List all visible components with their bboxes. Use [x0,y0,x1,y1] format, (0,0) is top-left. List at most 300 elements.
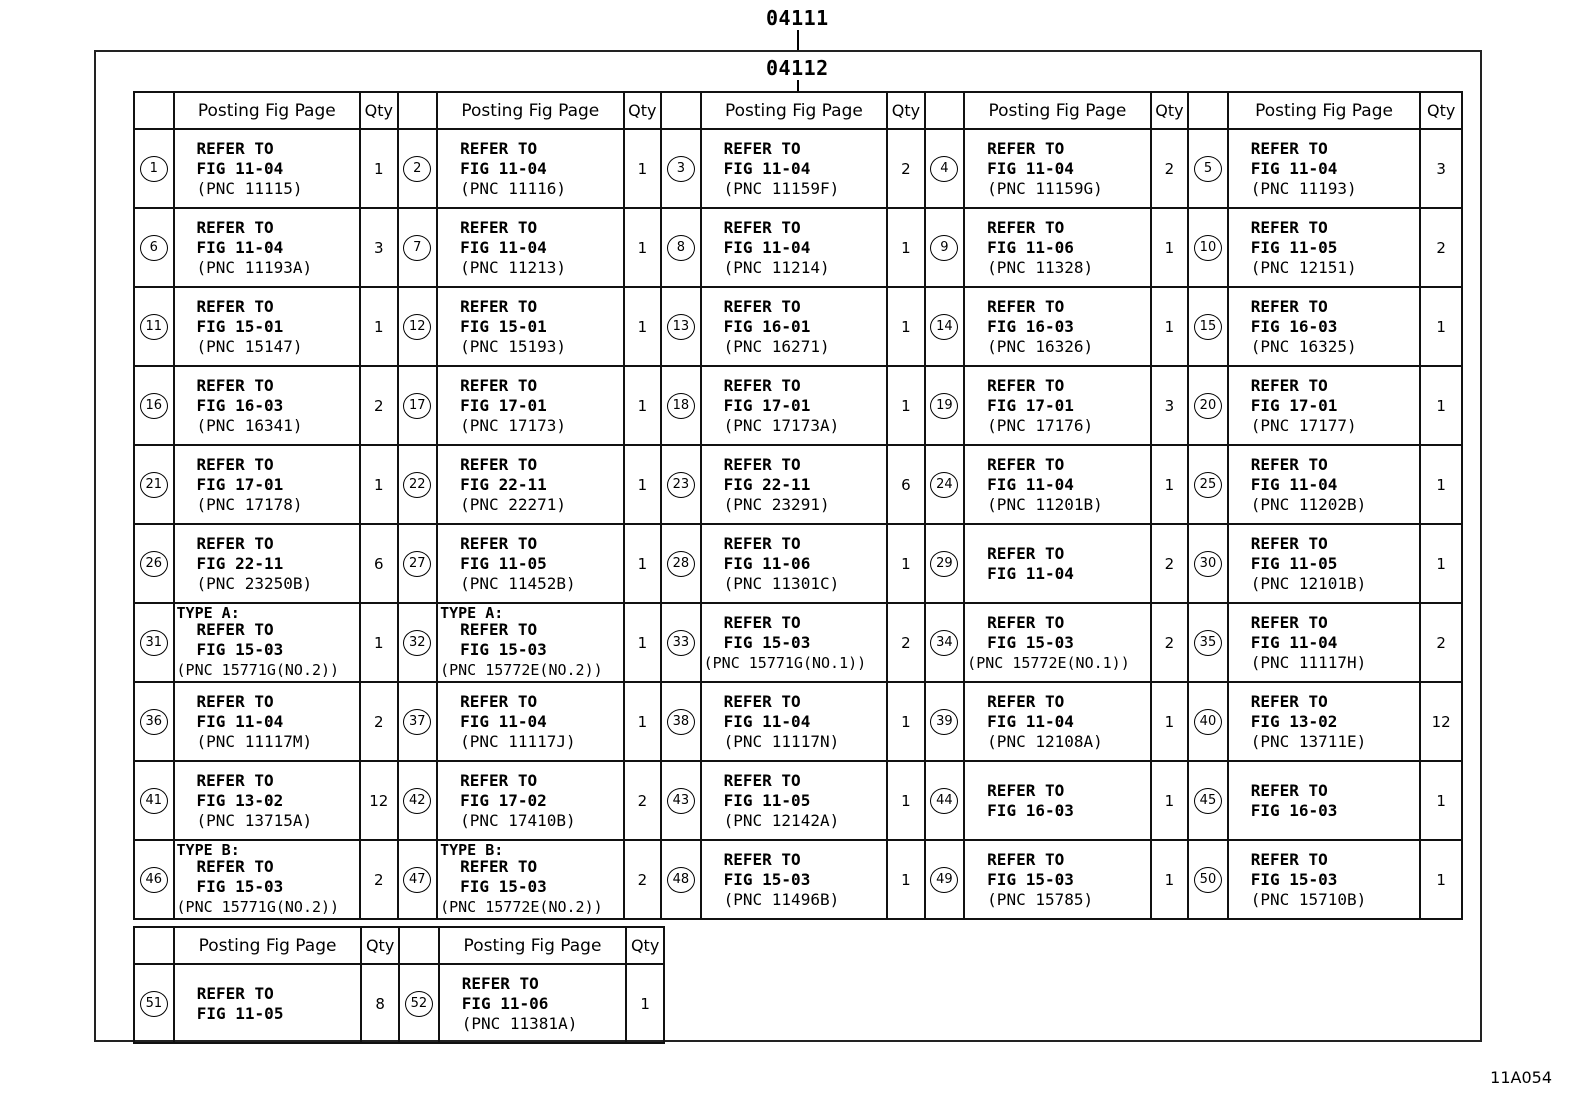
qty-cell: 3 [360,208,398,287]
qty-cell: 2 [360,366,398,445]
fig-reference: FIG 11-04 [460,237,547,257]
posting-fig-cell [701,366,888,445]
refer-to-text: REFER TO [723,375,801,395]
item-number-cell [661,761,701,840]
refer-to-text: REFER TO [196,691,274,711]
table-row [134,208,1462,287]
table-row [134,840,1462,919]
item-number-cell [398,208,438,287]
posting-fig-cell [439,964,627,1043]
item-number-cell [399,964,439,1043]
posting-fig-cell [174,445,361,524]
item-number: 44 [930,788,958,814]
item-number-cell [398,129,438,208]
item-number-cell [661,445,701,524]
posting-fig-cell [174,964,362,1043]
item-number-cell [134,603,174,682]
item-number: 51 [140,991,168,1017]
qty-cell: 1 [1151,840,1189,919]
posting-fig-cell [1228,761,1421,840]
posting-fig-cell [701,445,888,524]
item-number: 35 [1194,630,1222,656]
fig-reference: FIG 11-05 [1250,553,1338,573]
fig-reference: FIG 11-04 [196,711,284,731]
posting-fig-cell [1228,682,1421,761]
qty-cell: 2 [1151,129,1189,208]
item-number: 39 [930,709,958,735]
pnc-reference: (PNC 15772E(NO.1)) [967,653,1130,672]
refer-to-text: REFER TO [723,138,801,158]
leader-line-top [797,30,799,50]
refer-to-text: REFER TO [460,296,538,316]
qty-cell: 12 [360,761,398,840]
pnc-reference: (PNC 15193) [460,336,567,356]
posting-fig-cell [701,840,888,919]
item-number-cell [925,208,965,287]
refer-to-text: REFER TO [196,770,274,790]
item-number-cell [661,603,701,682]
refer-to-text: REFER TO [987,375,1065,395]
posting-fig-cell [437,287,624,366]
posting-fig-cell [1228,287,1421,366]
qty-cell: 1 [360,603,398,682]
pnc-reference: (PNC 15772E(NO.2)) [440,897,603,916]
item-number: 40 [1194,709,1222,735]
fig-reference: FIG 11-04 [460,711,547,731]
posting-fig-cell [437,129,624,208]
qty-cell: 1 [887,524,925,603]
refer-to-text: REFER TO [460,217,538,237]
fig-reference: FIG 11-06 [723,553,811,573]
posting-fig-cell [1228,366,1421,445]
table-row [134,761,1462,840]
table-row [134,524,1462,603]
qty-cell: 1 [360,129,398,208]
qty-cell: 1 [887,761,925,840]
fig-reference: FIG 16-01 [723,316,811,336]
posting-fig-cell [701,761,888,840]
posting-fig-cell [437,445,624,524]
refer-to-text: REFER TO [460,138,538,158]
qty-cell: 1 [1151,682,1189,761]
refer-to-text: REFER TO [987,138,1065,158]
header-posting-fig-page: Posting Fig Page [701,92,888,129]
refer-to-text: REFER TO [196,217,274,237]
pnc-reference: (PNC 13715A) [196,810,313,830]
item-number: 17 [403,393,431,419]
item-number-cell [925,603,965,682]
refer-to-text: REFER TO [461,973,539,993]
posting-fig-cell [964,129,1151,208]
posting-fig-cell [964,682,1151,761]
item-number-cell [134,761,174,840]
fig-reference: FIG 22-11 [723,474,811,494]
table-row [134,682,1462,761]
fig-reference: FIG 15-01 [196,316,284,336]
item-number-cell [661,682,701,761]
refer-to-text: REFER TO [196,454,274,474]
item-number-cell [134,524,174,603]
item-number-cell [925,445,965,524]
refer-to-text: REFER TO [460,770,538,790]
item-number-cell [925,129,965,208]
pnc-reference: (PNC 11193A) [196,257,313,277]
refer-to-text: REFER TO [987,612,1065,632]
header-posting-fig-page: Posting Fig Page [964,92,1151,129]
pnc-reference: (PNC 11214) [723,257,830,277]
pnc-reference: (PNC 17173A) [723,415,840,435]
fig-reference: FIG 11-04 [460,158,547,178]
qty-cell: 12 [1420,682,1462,761]
header-blank-cell [661,92,701,129]
fig-reference: FIG 13-02 [196,790,284,810]
header-blank-cell [399,927,439,964]
posting-fig-cell [437,603,624,682]
refer-to-text: REFER TO [460,533,538,553]
qty-cell: 2 [887,129,925,208]
refer-to-text: REFER TO [196,983,274,1003]
posting-fig-cell [964,761,1151,840]
header-posting-fig-page: Posting Fig Page [174,927,362,964]
posting-fig-cell [174,524,361,603]
qty-cell: 1 [360,287,398,366]
qty-cell: 8 [361,964,399,1043]
pnc-reference: (PNC 15772E(NO.2)) [440,660,603,679]
qty-cell: 1 [624,445,662,524]
pnc-reference: (PNC 11301C) [723,573,840,593]
fig-reference: FIG 17-01 [1250,395,1338,415]
item-number-cell [398,761,438,840]
posting-fig-cell [174,682,361,761]
fig-reference: FIG 15-03 [460,639,547,659]
refer-to-text: REFER TO [1250,691,1328,711]
fig-reference: FIG 16-03 [196,395,284,415]
fig-reference: FIG 11-04 [987,474,1074,494]
qty-cell: 1 [1420,840,1462,919]
refer-to-text: REFER TO [460,619,538,639]
qty-cell: 6 [887,445,925,524]
posting-fig-cell [1228,524,1421,603]
refer-to-text: REFER TO [460,691,538,711]
fig-reference: FIG 11-04 [987,711,1074,731]
header-qty: Qty [360,92,398,129]
refer-to-text: REFER TO [723,296,801,316]
qty-cell: 1 [1420,445,1462,524]
type-label: TYPE A: [176,603,240,622]
pnc-reference: (PNC 11115) [196,178,303,198]
fig-reference: FIG 15-03 [196,639,284,659]
refer-to-text: REFER TO [723,849,801,869]
posting-fig-cell [1228,840,1421,919]
qty-cell: 3 [1151,366,1189,445]
item-number-cell [1188,524,1228,603]
pnc-reference: (PNC 11116) [460,178,567,198]
fig-reference: FIG 15-03 [987,869,1074,889]
posting-fig-cell [174,287,361,366]
item-number-cell [398,366,438,445]
qty-cell: 1 [1420,287,1462,366]
header-row [134,92,1462,129]
fig-reference: FIG 11-04 [723,711,811,731]
refer-to-text: REFER TO [723,217,801,237]
qty-cell: 1 [1420,524,1462,603]
header-posting-fig-page: Posting Fig Page [1228,92,1421,129]
fig-reference: FIG 15-03 [1250,869,1338,889]
qty-cell: 2 [360,840,398,919]
qty-cell: 1 [360,445,398,524]
fig-reference: FIG 11-04 [1250,474,1338,494]
item-number-cell [1188,840,1228,919]
pnc-reference: (PNC 16271) [723,336,830,356]
pnc-reference: (PNC 17173) [460,415,567,435]
pnc-reference: (PNC 11328) [987,257,1094,277]
header-qty: Qty [1420,92,1462,129]
refer-to-text: REFER TO [1250,296,1328,316]
qty-cell: 1 [1420,761,1462,840]
qty-cell: 1 [887,287,925,366]
item-number: 4 [930,156,958,182]
item-number: 16 [140,393,168,419]
item-number: 1 [140,156,168,182]
posting-fig-cell [437,524,624,603]
item-number: 50 [1194,867,1222,893]
item-number: 7 [403,235,431,261]
table-row [134,445,1462,524]
qty-cell: 1 [624,208,662,287]
item-number: 27 [403,551,431,577]
posting-fig-cell [437,840,624,919]
item-number-cell [398,287,438,366]
refer-to-text: REFER TO [987,691,1065,711]
qty-cell: 1 [1151,287,1189,366]
posting-fig-cell [174,366,361,445]
pnc-reference: (PNC 15771G(NO.2)) [176,897,340,916]
item-number-cell [661,287,701,366]
item-number: 36 [140,709,168,735]
posting-fig-cell [1228,208,1421,287]
refer-to-text: REFER TO [987,543,1065,563]
pnc-reference: (PNC 11202B) [1250,494,1367,514]
refer-to-text: REFER TO [1250,533,1328,553]
item-number: 31 [140,630,168,656]
posting-fig-cell [701,682,888,761]
pnc-reference: (PNC 17410B) [460,810,576,830]
refer-to-text: REFER TO [1250,375,1328,395]
pnc-reference: (PNC 17177) [1250,415,1357,435]
fig-reference: FIG 15-03 [723,869,811,889]
pnc-reference: (PNC 11452B) [460,573,576,593]
refer-to-text: REFER TO [1250,849,1328,869]
fig-reference: FIG 15-03 [987,632,1074,652]
posting-fig-cell [437,208,624,287]
header-posting-fig-page: Posting Fig Page [174,92,361,129]
item-number: 19 [930,393,958,419]
item-number: 9 [930,235,958,261]
posting-fig-cell [701,287,888,366]
item-number-cell [661,366,701,445]
qty-cell: 1 [626,964,664,1043]
qty-cell: 3 [1420,129,1462,208]
item-number-cell [1188,129,1228,208]
pnc-reference: (PNC 17176) [987,415,1094,435]
item-number: 2 [403,156,431,182]
fig-reference: FIG 16-03 [1250,800,1338,820]
refer-to-text: REFER TO [1250,454,1328,474]
item-number: 22 [403,472,431,498]
item-number: 29 [930,551,958,577]
pnc-reference: (PNC 17178) [196,494,303,514]
item-number: 18 [667,393,695,419]
fig-reference: FIG 17-01 [987,395,1074,415]
item-number-cell [134,208,174,287]
item-number-cell [1188,761,1228,840]
posting-fig-cell [701,603,888,682]
refer-to-text: REFER TO [196,296,274,316]
parts-table [133,91,1463,920]
qty-cell: 1 [887,366,925,445]
posting-fig-cell [964,840,1151,919]
fig-reference: FIG 11-04 [723,237,811,257]
pnc-reference: (PNC 11193) [1250,178,1357,198]
posting-fig-cell [701,524,888,603]
item-number: 37 [403,709,431,735]
item-number-cell [925,524,965,603]
item-number-cell [398,840,438,919]
refer-to-text: REFER TO [460,375,538,395]
item-number: 10 [1194,235,1222,261]
refer-to-text: REFER TO [196,375,274,395]
pnc-reference: (PNC 15785) [987,889,1094,909]
item-number: 12 [403,314,431,340]
item-number: 14 [930,314,958,340]
posting-fig-cell [1228,603,1421,682]
fig-reference: FIG 11-04 [196,237,284,257]
fig-reference: FIG 15-01 [460,316,547,336]
fig-reference: FIG 11-05 [460,553,547,573]
header-qty: Qty [887,92,925,129]
pnc-reference: (PNC 15771G(NO.2)) [176,660,340,679]
header-row [134,927,664,964]
refer-to-text: REFER TO [460,856,538,876]
posting-fig-cell [964,603,1151,682]
item-number: 38 [667,709,695,735]
posting-fig-cell [437,366,624,445]
refer-to-text: REFER TO [1250,217,1328,237]
posting-fig-cell [964,524,1151,603]
pnc-reference: (PNC 11117J) [460,731,576,751]
qty-cell: 1 [1151,761,1189,840]
item-number-cell [1188,287,1228,366]
item-number: 20 [1194,393,1222,419]
item-number-cell [134,840,174,919]
item-number-cell [925,287,965,366]
item-number-cell [661,208,701,287]
pnc-reference: (PNC 15147) [196,336,303,356]
item-number-cell [1188,603,1228,682]
pnc-reference: (PNC 12142A) [723,810,840,830]
item-number: 33 [667,630,695,656]
qty-cell: 1 [624,682,662,761]
refer-to-text: REFER TO [987,780,1065,800]
item-number: 5 [1194,156,1222,182]
item-number: 3 [667,156,695,182]
posting-fig-cell [701,129,888,208]
item-number-cell [134,287,174,366]
header-qty: Qty [626,927,664,964]
fig-reference: FIG 11-05 [1250,237,1338,257]
pnc-reference: (PNC 23250B) [196,573,313,593]
table-row [134,287,1462,366]
qty-cell: 1 [887,208,925,287]
pnc-reference: (PNC 11159F) [723,178,840,198]
assembly-code-inner: 04112 [766,56,829,80]
qty-cell: 2 [624,840,662,919]
item-number-cell [134,445,174,524]
fig-reference: FIG 16-03 [1250,316,1338,336]
fig-reference: FIG 11-06 [987,237,1074,257]
item-number-cell [925,840,965,919]
pnc-reference: (PNC 16341) [196,415,303,435]
item-number: 8 [667,235,695,261]
qty-cell: 1 [1151,445,1189,524]
qty-cell: 2 [360,682,398,761]
assembly-code-top: 04111 [766,6,829,30]
fig-reference: FIG 17-01 [723,395,811,415]
refer-to-text: REFER TO [987,454,1065,474]
header-blank-cell [134,927,174,964]
fig-reference: FIG 11-04 [723,158,811,178]
posting-fig-cell [174,761,361,840]
header-blank-cell [925,92,965,129]
item-number: 43 [667,788,695,814]
table-row [134,129,1462,208]
item-number: 45 [1194,788,1222,814]
item-number: 24 [930,472,958,498]
pnc-reference: (PNC 11117M) [196,731,313,751]
refer-to-text: REFER TO [987,217,1065,237]
header-blank-cell [134,92,174,129]
refer-to-text: REFER TO [987,849,1065,869]
refer-to-text: REFER TO [723,533,801,553]
posting-fig-cell [1228,129,1421,208]
item-number-cell [925,366,965,445]
posting-fig-cell [964,287,1151,366]
qty-cell: 1 [624,129,662,208]
posting-fig-cell [174,603,361,682]
refer-to-text: REFER TO [723,454,801,474]
qty-cell: 2 [624,761,662,840]
fig-reference: FIG 11-04 [987,563,1074,583]
refer-to-text: REFER TO [196,138,274,158]
pnc-reference: (PNC 16326) [987,336,1094,356]
item-number: 23 [667,472,695,498]
refer-to-text: REFER TO [460,454,538,474]
item-number-cell [661,524,701,603]
fig-reference: FIG 13-02 [1250,711,1338,731]
qty-cell: 1 [624,524,662,603]
qty-cell: 1 [624,366,662,445]
qty-cell: 2 [887,603,925,682]
pnc-reference: (PNC 12101B) [1250,573,1367,593]
item-number: 21 [140,472,168,498]
posting-fig-cell [437,761,624,840]
fig-reference: FIG 17-02 [460,790,547,810]
item-number: 11 [140,314,168,340]
refer-to-text: REFER TO [196,533,274,553]
fig-reference: FIG 11-04 [1250,158,1338,178]
parts-table-continued [133,926,665,1044]
item-number: 32 [403,630,431,656]
